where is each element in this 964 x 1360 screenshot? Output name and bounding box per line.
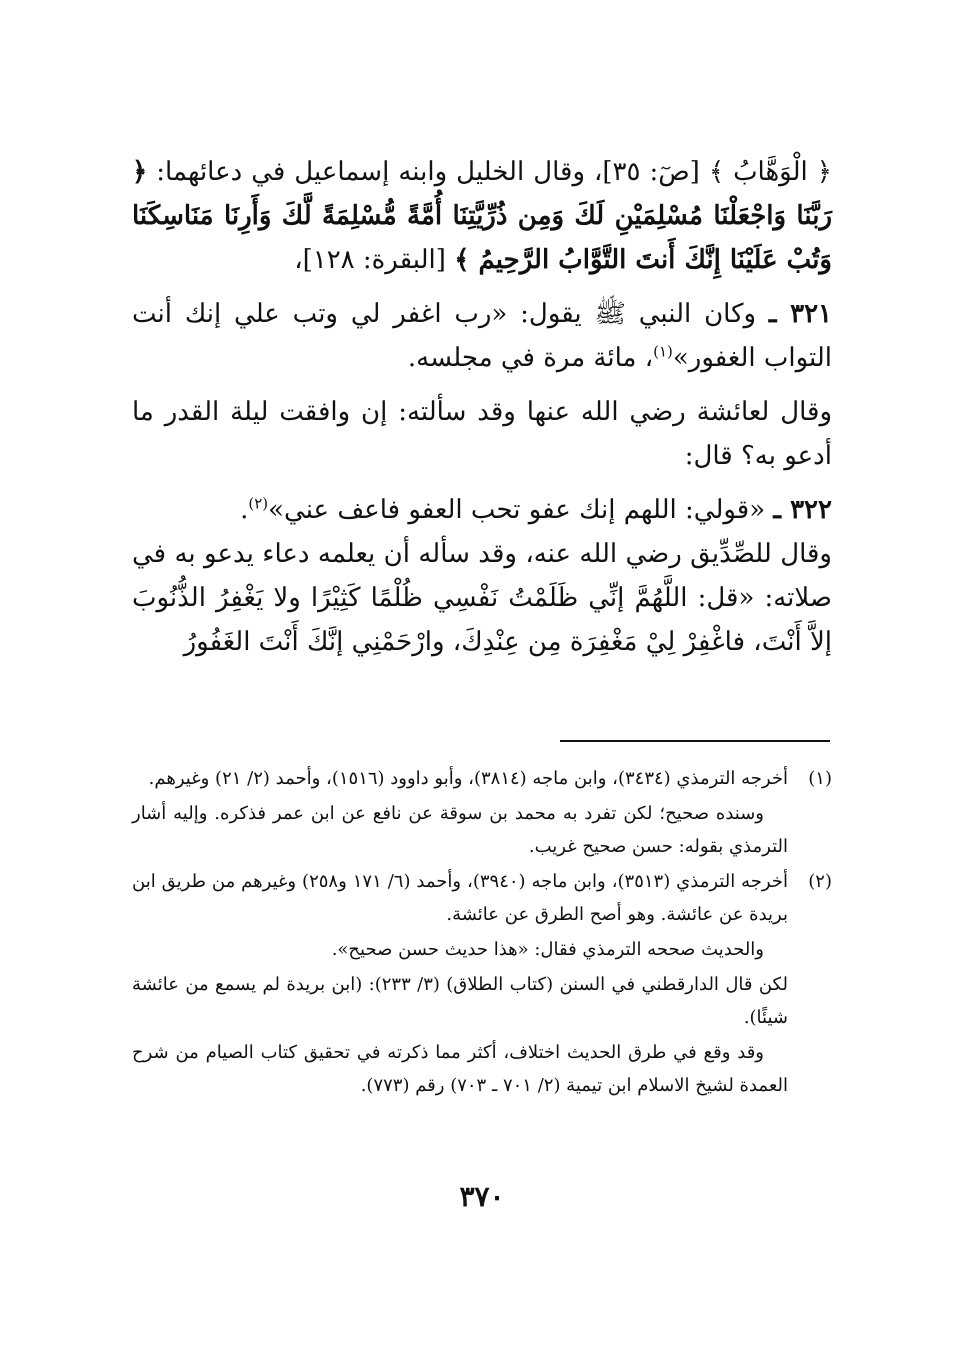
footnote-2-continuation-3: وقد وقع في طرق الحديث اختلاف، أكثر مما ذكرته في تحقيق كتاب الصيام من شرح العمدة لشيخ الاسلام ابن تيمية (٢/ ٧٠١ ـ ٧٠٣) رقم (٧٧٣). — [132, 1042, 788, 1096]
paragraph-321 — [132, 292, 832, 380]
paragraph-intro — [132, 150, 832, 282]
main-text — [132, 150, 832, 674]
quran-reference: [البقرة: ١٢٨]، — [294, 245, 446, 275]
footnote-2-mark: (٢) — [808, 871, 832, 892]
footnote-1-text: أخرجه الترمذي (٣٤٣٤)، وابن ماجه (٣٨١٤)، وأبو داوود (١٥١٦)، وأحمد (٢/ ٢١) وغيرهم. — [148, 768, 788, 789]
page-number: ٣٧٠ — [459, 1180, 505, 1213]
paragraph-aisha — [132, 390, 832, 478]
hadith-end-322: . — [240, 495, 249, 525]
hadith-end-321: ، مائة مرة في مجلسه. — [407, 343, 654, 373]
footnotes — [132, 762, 832, 1104]
hadith-number-321: ٣٢١ ـ — [768, 299, 833, 329]
footnote-ref-2[interactable]: (٢) — [248, 494, 269, 513]
footnote-1 — [132, 762, 832, 795]
hadith-number-322: ٣٢٢ ـ — [773, 495, 832, 525]
footnote-2-continuation-1: والحديث صححه الترمذي فقال: «هذا حديث حسن صحيح». — [331, 939, 764, 960]
hadith-text-322: «قولي: اللهم إنك عفو تحب العفو فاعف عني» — [268, 495, 766, 525]
intro-text: ﴿ الْوَهَّابُ ﴾ [صٓ: ٣٥]، وقال الخليل وابنه إسماعيل في دعائهما: — [156, 157, 832, 187]
hadith-text-321: وكان النبي ﷺ يقول: «رب اغفر لي وتب علي إنك أنت التواب الغفور» — [132, 299, 832, 373]
footnote-ref-1[interactable]: (١) — [653, 342, 673, 361]
footnote-2-continuation-2: لكن قال الدارقطني في السنن (كتاب الطلاق) (٣/ ٢٣٣): (ابن بريدة لم يسمع من عائشة شيئًا). — [132, 974, 788, 1028]
footnote-separator — [560, 740, 830, 742]
quran-verse: ﴿ رَبَّنَا وَاجْعَلْنَا مُسْلِمَيْنِ لَكَ وَمِن ذُرِّيَّتِنَا أُمَّةً مُّسْلِمَةً لَّكَ وَأَرِنَا مَنَاسِكَنَا وَتُبْ عَلَيْنَا إِنَّكَ أَنتَ التَّوَّابُ الرَّحِيمُ ﴾ — [132, 157, 832, 275]
footnote-1-mark: (١) — [808, 768, 832, 789]
footnote-1-continuation: وسنده صحيح؛ لكن تفرد به محمد بن سوقة عن نافع عن ابن عمر فذكره. وإليه أشار الترمذي بقوله: حسن صحيح غريب. — [132, 803, 788, 857]
footnote-2-text: أخرجه الترمذي (٣٥١٣)، وابن ماجه (٣٩٤٠)، وأحمد (٦/ ١٧١ و٢٥٨) وغيرهم من طريق ابن بريدة عن عائشة. وهو أصح الطرق عن عائشة. — [132, 871, 788, 925]
aisha-text: وقال لعائشة رضي الله عنها وقد سألته: إن وافقت ليلة القدر ما أدعو به؟ قال: — [132, 397, 832, 471]
siddiq-text: وقال للصِّدِّيق رضي الله عنه، وقد سأله أن يعلمه دعاء يدعو به في صلاته: «قل: اللَّهُمَّ إنِّي ظَلَمْتُ نَفْسِي ظُلْمًا كَثِيْرًا ولا يَغْفِرُ الذُّنُوبَ إلاَّ أَنْتَ، فاغْفِرْ لِيْ مَغْفِرَة مِن عِنْدِكَ، وارْحَمْنِي إنَّكَ أَنْتَ الغَفُورُ — [132, 539, 832, 657]
paragraph-322 — [132, 488, 832, 664]
footnote-2 — [132, 865, 832, 931]
